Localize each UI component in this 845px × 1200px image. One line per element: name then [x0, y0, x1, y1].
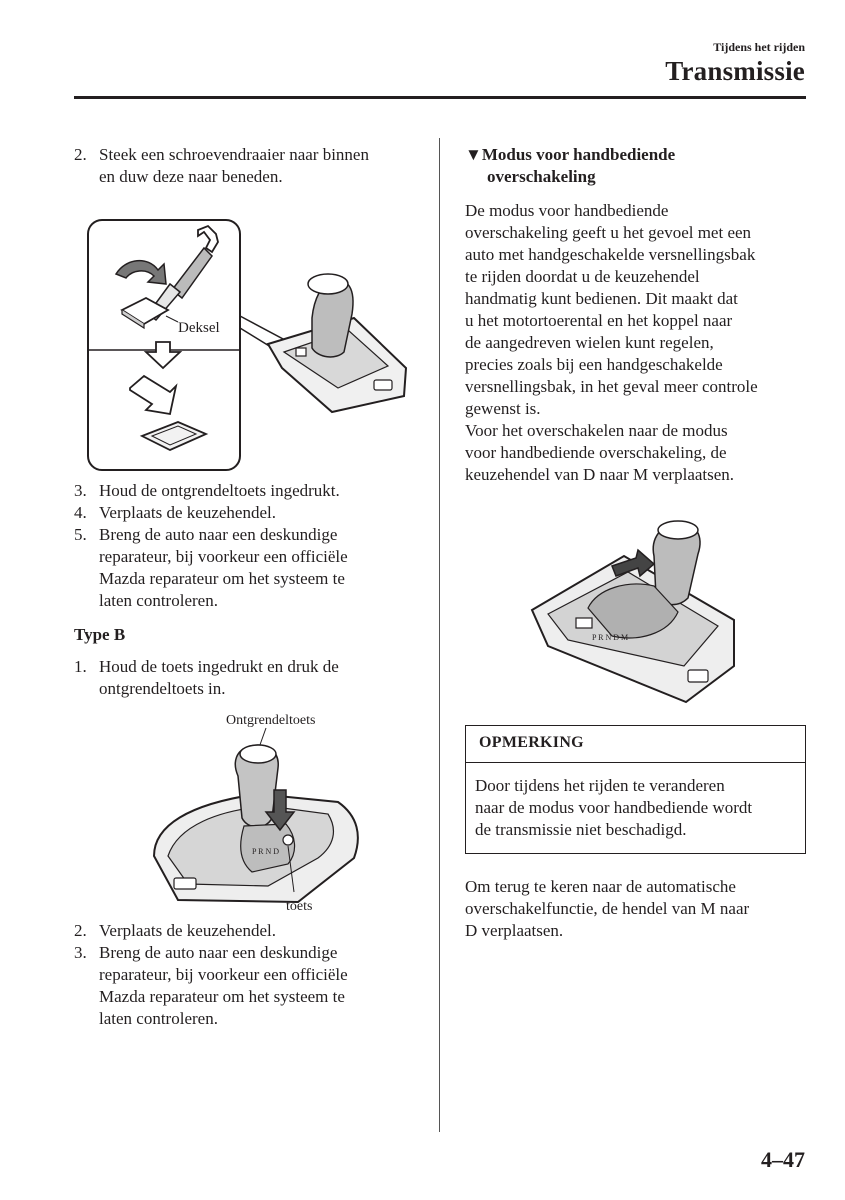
column-divider [439, 138, 440, 1132]
figure-label-ontgrendeltoets: Ontgrendeltoets [226, 713, 316, 728]
step-line: en duw deze naar beneden. [99, 167, 283, 186]
note-box [465, 725, 806, 854]
page-number: 4–47 [761, 1147, 805, 1172]
step-text: Houd de ontgrendeltoets ingedrukt. [99, 481, 340, 500]
figure-cover-removal [86, 218, 416, 474]
gear-console-illustration [154, 745, 358, 902]
step-number: 3. [74, 943, 87, 962]
paragraph-1: De modus voor handbediende overschakeling geeft u het gevoel met een auto met handgeschakelde versnellingsbak te rijden doordat u de keuzehendel handmatig kunt bedienen. Dit maakt dat u het motortoerental en het koppel naar de aangedreven wielen kunt regelen, precies zoals bij een handgeschakelde versnellingsbak, in het geval meer controle gewenst is. Voor het overschakelen naar de modus voor handbediende overschakeling, de keuzehendel van D naar M verplaatsen. [465, 201, 758, 484]
section-label: Tijdens het rijden [713, 40, 805, 54]
svg-text:P R N D M: P R N D M [592, 633, 629, 642]
triangle-marker-icon: ▼ [465, 145, 482, 164]
step-text [99, 144, 369, 188]
note-body: Door tijdens het rijden te veranderen naar de modus voor handbediende wordt de transmissie niet beschadigd. [475, 776, 753, 839]
shift-lock-button [283, 835, 293, 845]
figure-manual-mode [528, 516, 742, 706]
gear-console-illustration [268, 274, 406, 412]
step-number: 5. [74, 525, 87, 544]
paragraph-3: Om terug te keren naar de automatische overschakelfunctie, de hendel van M naar D verplaatsen. [465, 877, 750, 940]
header-rule [74, 96, 806, 99]
step-number: 3. [74, 481, 87, 500]
step-text: Breng de auto naar een deskundige reparateur, bij voorkeur een officiële Mazda reparateur om het systeem te laten controleren. [99, 943, 348, 1028]
figure-label-toets: toets [286, 899, 313, 914]
step-text: Verplaats de keuzehendel. [99, 921, 276, 940]
type-b-heading: Type B [74, 625, 126, 644]
step-number: 2. [74, 145, 87, 164]
chapter-title: Transmissie [665, 56, 805, 86]
step-text: Breng de auto naar een deskundige reparateur, bij voorkeur een officiële Mazda reparateur om het systeem te laten controleren. [99, 525, 348, 610]
note-title: OPMERKING [479, 734, 584, 751]
section-heading: ▼Modus voor handbediende overschakeling [465, 145, 676, 186]
step-text: Verplaats de keuzehendel. [99, 503, 276, 522]
note-header [466, 726, 805, 763]
step-number: 1. [74, 657, 87, 676]
figure-release-button [148, 706, 378, 920]
step-number: 4. [74, 503, 87, 522]
step-number: 2. [74, 921, 87, 940]
step-line: Steek een schroevendraaier naar binnen [99, 145, 369, 164]
figure-label-deksel: Deksel [178, 320, 220, 336]
gear-console-illustration [532, 521, 734, 702]
svg-text:P R N D: P R N D [252, 847, 280, 856]
step-text: Houd de toets ingedrukt en druk de ontgrendeltoets in. [99, 657, 339, 698]
